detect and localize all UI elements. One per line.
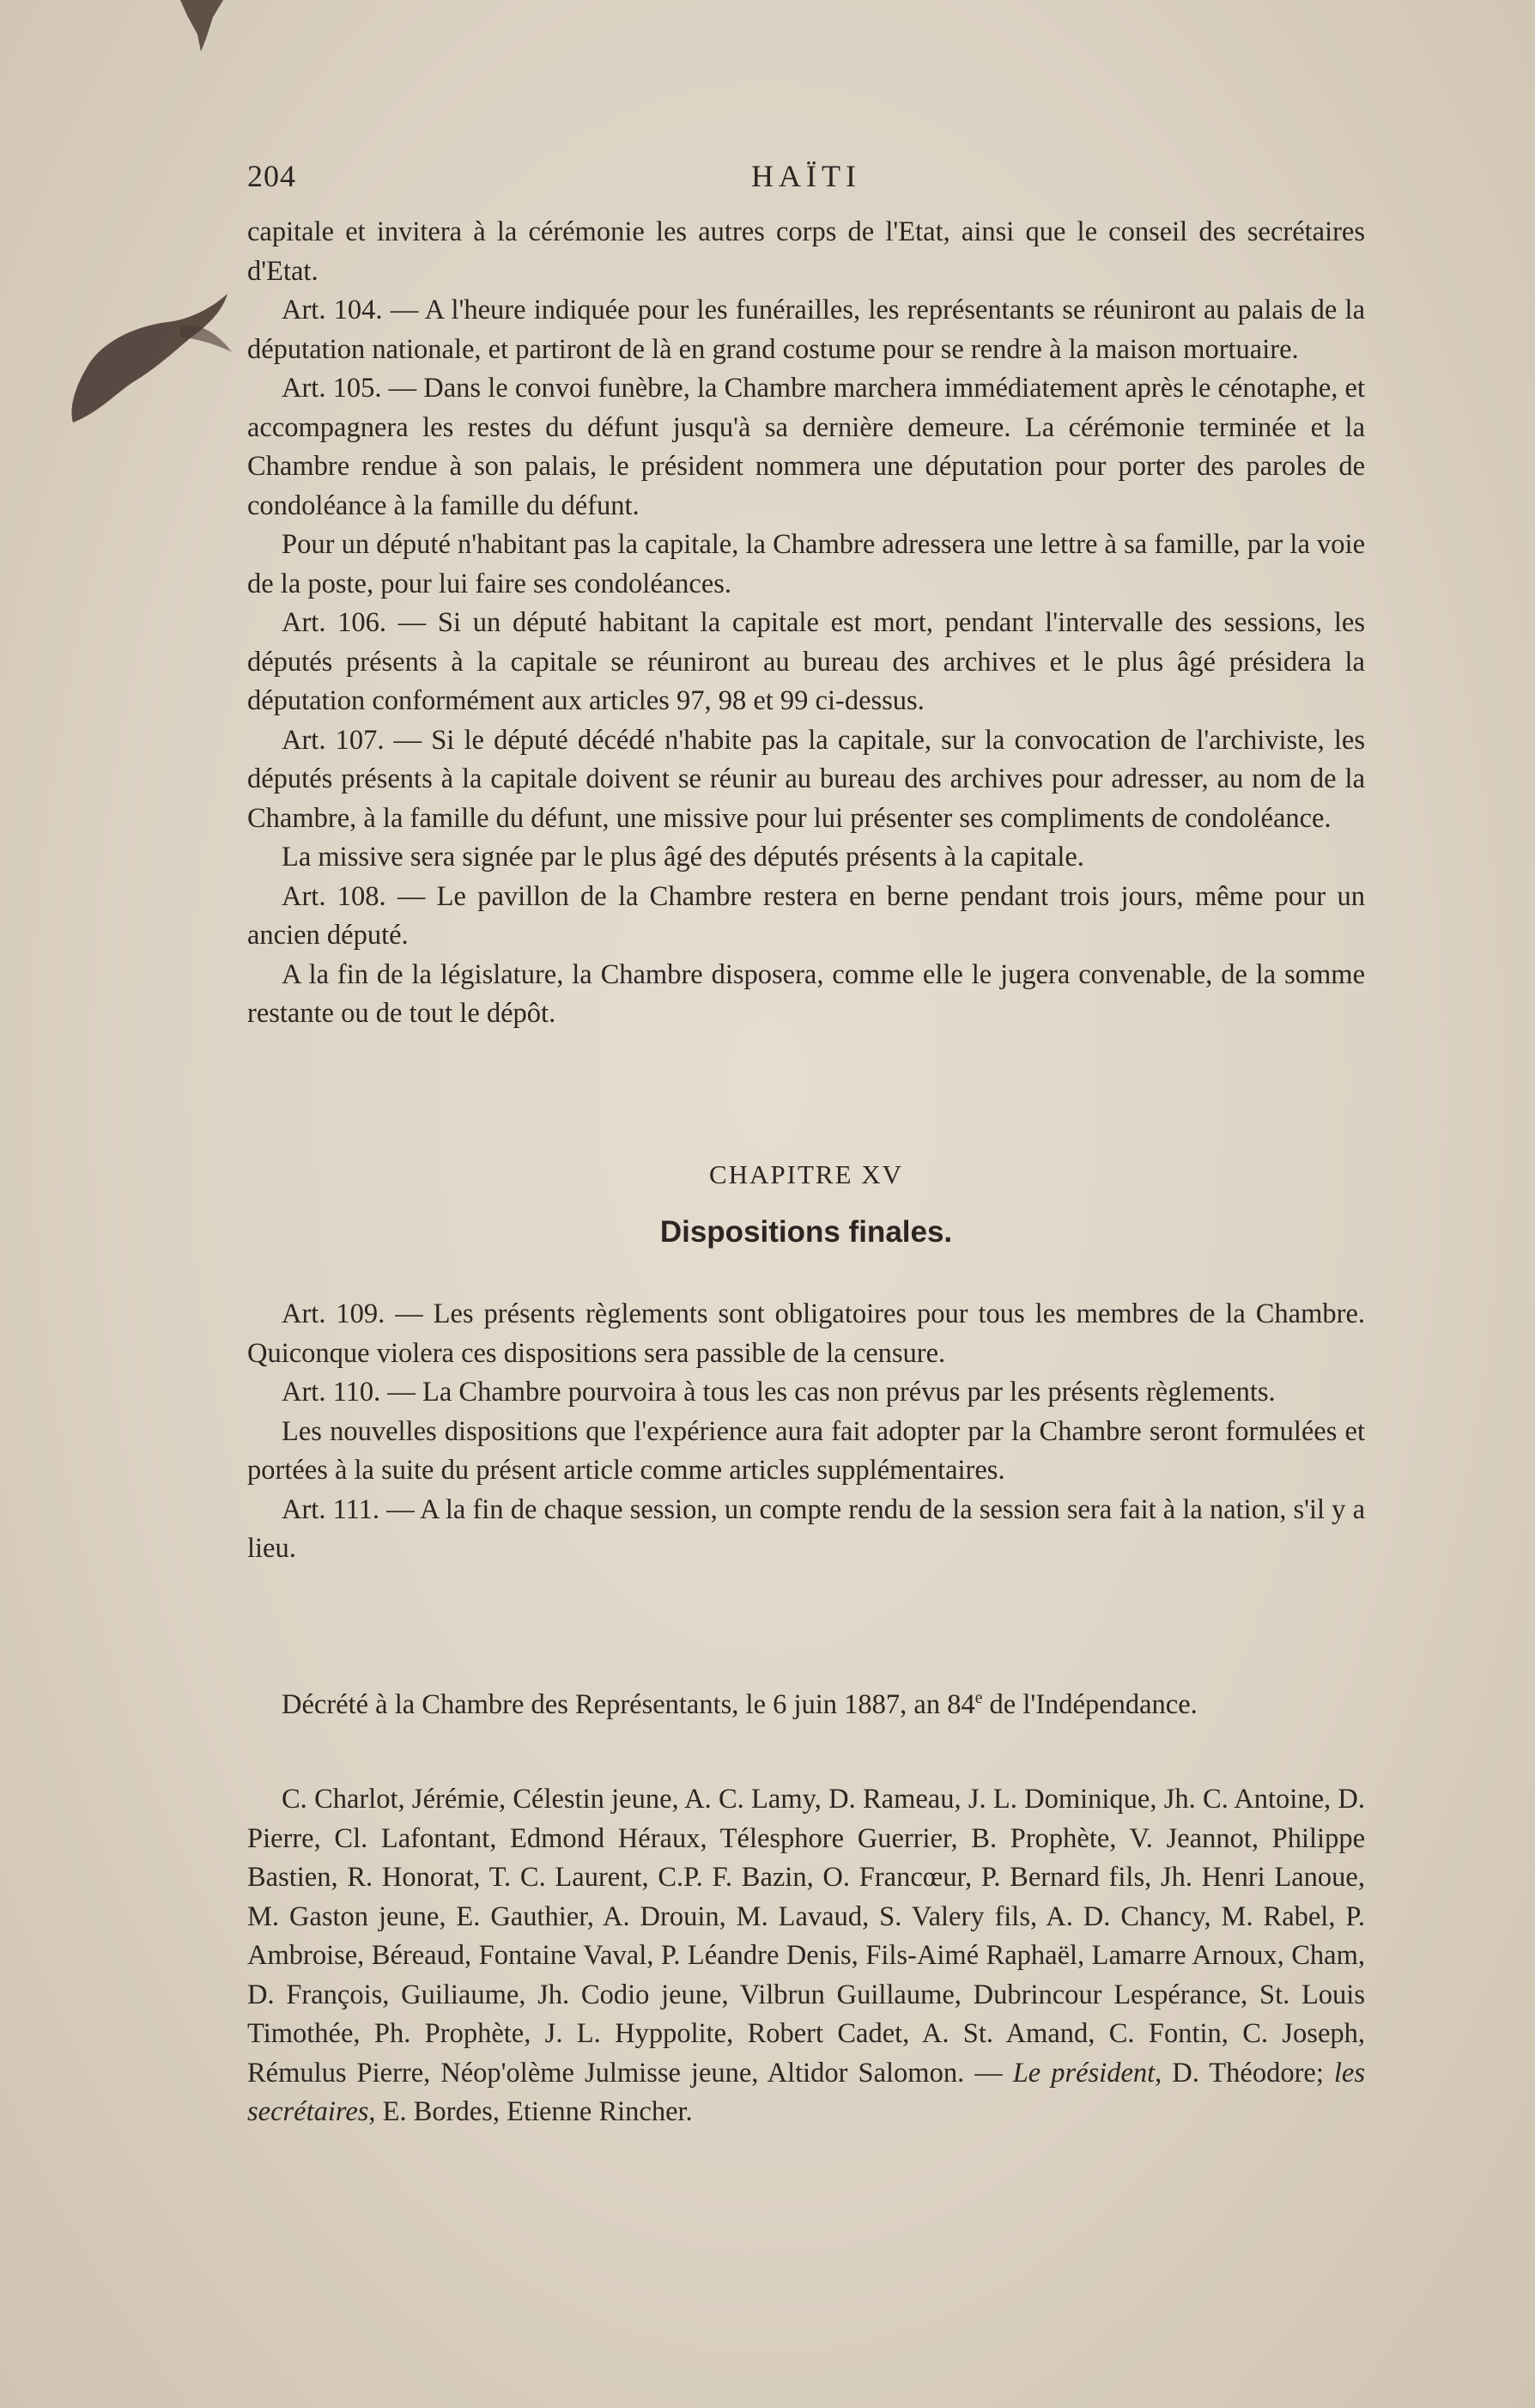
article-110: Art. 110. — La Chambre pourvoira à tous les cas non prévus par les présents règlements. [282,1377,1276,1408]
article-111: Art. 111. — A la fin de chaque session, un compte rendu de la session sera fait à la nation, s'il y a lieu. [247,1493,1365,1564]
page-number: 204 [247,159,296,193]
ink-stain-icon [52,275,240,429]
article-108: Art. 108. — Le pavillon de la Chambre restera en berne pendant trois jours, même pour un ancien député. [247,880,1365,951]
article-106: Art. 106. — Si un député habitant la capitale est mort, pendant l'intervalle des sessions, les députés présents à la capitale se réuniront au bureau des archives et le plus âgé présidera la députation conformément aux articles 97, 98 et 99 ci-dessus. [247,607,1365,716]
page-header [247,158,1365,201]
articles-block-2 [247,1295,1365,1569]
decree-text: Décrété à la Chambre des Représentants, le 6 juin 1887, an 84 [282,1688,975,1720]
president-label: Le président [1012,2057,1156,2089]
articles-block-1 [247,213,1365,1034]
paragraph: Pour un député n'habitant pas la capitale, la Chambre adressera une lettre à sa famille, par la voie de la poste, pour lui faire ses condoléances. [247,529,1365,599]
decree-paragraph [247,1679,1365,1724]
decree-text-end: de l'Indépendance. [982,1688,1198,1720]
running-title: HAÏTI [751,159,861,193]
paragraph: capitale et invitera à la cérémonie les autres corps de l'Etat, ainsi que le conseil des secrétaires d'Etat. [247,216,1365,287]
ink-blot-top-icon [172,0,232,60]
secretaries-label: les secrétaires [247,2057,1365,2127]
signatures-paragraph [247,1780,1365,2132]
secretaries-names: , E. Bordes, Etienne Rincher. [368,2096,693,2127]
article-107: Art. 107. — Si le député décédé n'habite pas la capitale, sur la convocation de l'archiviste, les députés présents à la capitale doivent se réunir au bureau des archives pour adresser, au nom de la Chambre, à la famille du défunt, une missive pour lui présenter ses compliments de condoléance. [247,724,1365,834]
signatures-block [247,1780,1365,2132]
signatory-names: C. Charlot, Jérémie, Célestin jeune, A. C. Lamy, D. Rameau, J. L. Dominique, Jh. C. Antoine, D. Pierre, Cl. Lafontant, Edmond Héraux, Télesphore Guerrier, B. Prophète, V. Jeannot, Philippe Bastien, R. Honorat, T. C. Laurent, C.P. F. Bazin, O. Francœur, P. Bernard fils, Jh. Henri Lanoue, M. Gaston jeune, E. Gauthier, A. Drouin, M. Lavaud, S. Valery fils, A. D. Chancy, M. Rabel, P. Ambroise, Béreaud, Fontaine Vaval, P. Léandre Denis, Fils-Aimé Raphaël, Lamarre Arnoux, Cham, D. François, Guiliaume, Jh. Codio jeune, Vilbrun Guillaume, Dubrincour Lespérance, St. Louis Timothée, Ph. Prophète, J. L. Hyppolite, Robert Cadet, A. St. Amand, C. Fontin, C. Joseph, Rémulus Pierre, Néop'olème Julmisse jeune, Altidor Salomon. — [247,1784,1365,2089]
paragraph: A la fin de la législature, la Chambre disposera, comme elle le jugera convenable, de la somme restante ou de tout le dépôt. [247,958,1365,1029]
article-105: Art. 105. — Dans le convoi funèbre, la Chambre marchera immédiatement après le cénotaphe, et accompagnera les restes du défunt jusqu'à sa dernière demeure. La cérémonie terminée et la Chambre rendue à son palais, le président nommera une députation pour porter des paroles de condoléance à la famille du défunt. [247,373,1365,521]
president-name: , D. Théodore; [1155,2057,1334,2089]
chapter-heading: CHAPITRE XV [708,1159,904,1189]
article-109: Art. 109. — Les présents règlements sont obligatoires pour tous les membres de la Chambre. Quiconque violera ces dispositions sera passible de la censure. [247,1298,1365,1369]
decree-ordinal: e [974,1689,983,1707]
section-title: Dispositions finales. [659,1215,953,1249]
paragraph: La missive sera signée par le plus âgé des députés présents à la capitale. [282,842,1084,873]
paragraph: Les nouvelles dispositions que l'expérience aura fait adopter par la Chambre seront formulées et portées à la suite du présent article comme articles supplémentaires. [247,1415,1365,1486]
decree-statement [247,1679,1365,1724]
article-104: Art. 104. — A l'heure indiquée pour les funérailles, les représentants se réuniront au palais de la députation nationale, et partiront de là en grand costume pour se rendre à la maison mortuaire. [247,295,1365,365]
